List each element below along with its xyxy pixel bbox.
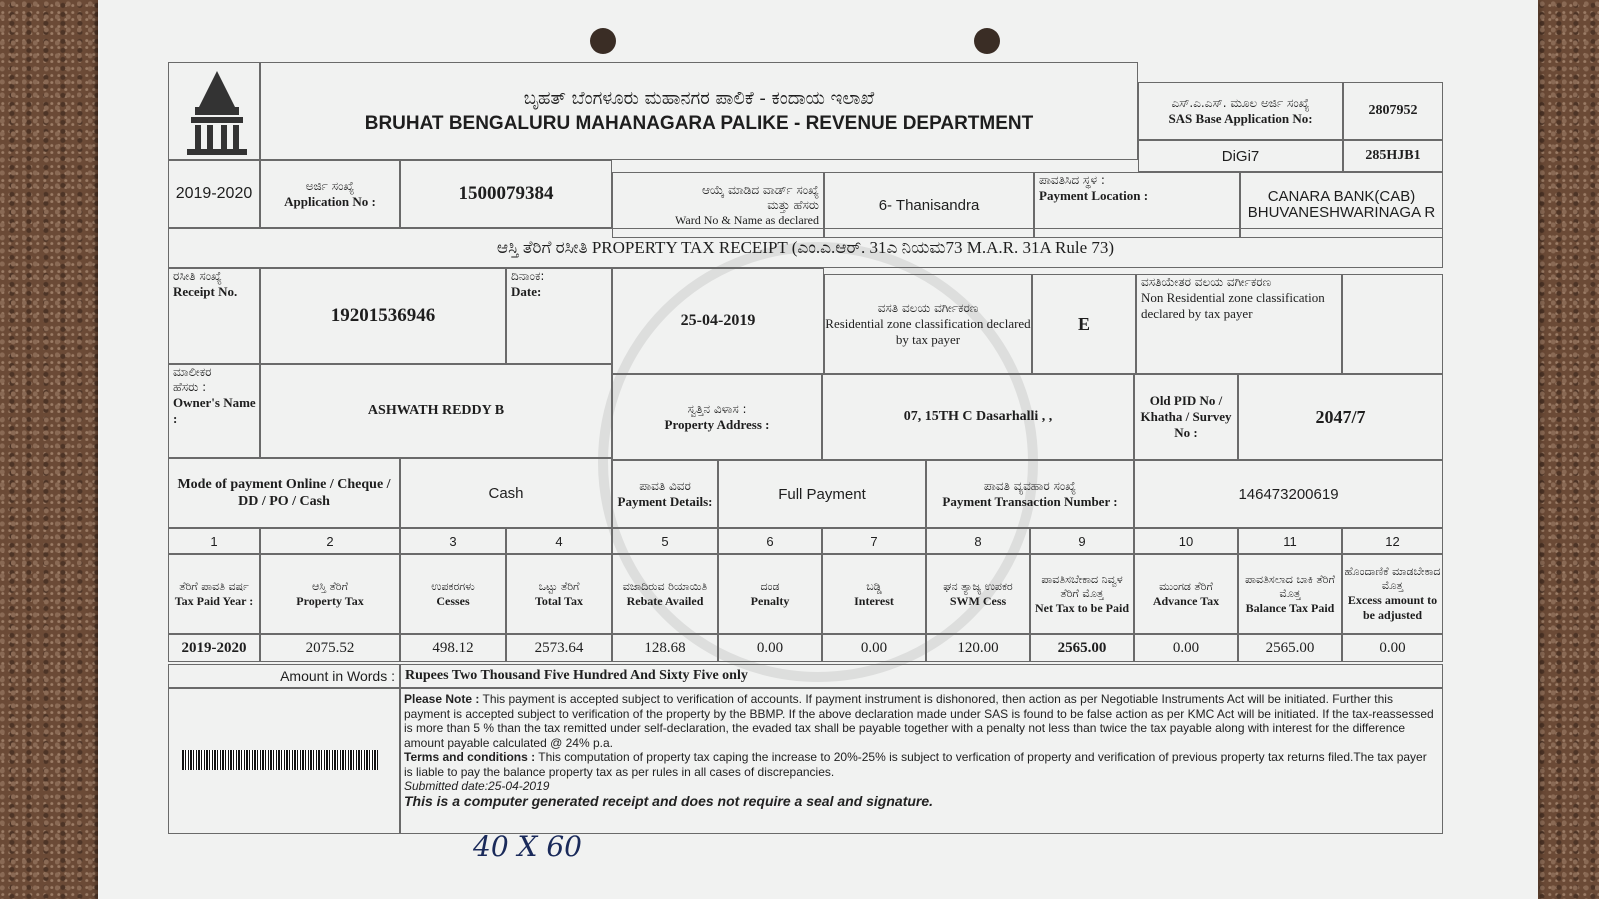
table-header-en: Cesses <box>436 593 470 608</box>
nonresidential-zone-value <box>1342 274 1443 374</box>
year-value: 2019-2020 <box>168 160 260 228</box>
loc-label-kn: ಪಾವತಿಸಿದ ಸ್ಥಳ : <box>1039 173 1105 187</box>
old-pid-label: Old PID No / Khatha / Survey No : <box>1134 374 1238 460</box>
bbmp-temple-logo-icon <box>177 67 257 159</box>
terms-label: Terms and conditions : <box>404 750 536 764</box>
table-header <box>168 554 260 634</box>
table-header-kn: ಪಾವತಿಸಲಾದ ಬಾಕಿ ತೆರಿಗೆ ಮೊತ್ತ <box>1245 572 1335 600</box>
sas-value: 2807952 <box>1343 82 1443 140</box>
table-cell: 2573.64 <box>506 634 612 662</box>
table-cell: 498.12 <box>400 634 506 662</box>
payment-details-label <box>612 460 718 528</box>
table-header-kn: ವಜಾದಿರುವ ರಿಯಾಯಿತಿ <box>622 579 708 593</box>
receipt-no-label <box>168 268 260 364</box>
table-header-en: Penalty <box>750 593 790 608</box>
loc-label-en: Payment Location : <box>1039 188 1149 203</box>
table-header <box>718 554 822 634</box>
receipt-number: 19201536946 <box>260 268 506 364</box>
mode-of-payment-label: Mode of payment Online / Cheque / DD / PO / Cash <box>168 458 400 528</box>
table-header <box>400 554 506 634</box>
notes-text <box>404 692 1434 809</box>
header-title <box>260 62 1138 160</box>
table-col-number: 4 <box>506 528 612 554</box>
table-cell: 0.00 <box>1134 634 1238 662</box>
punch-hole <box>590 28 616 54</box>
submitted-date: Submitted date:25-04-2019 <box>404 779 550 793</box>
table-header-kn: ತೆರಿಗೆ ಪಾವತಿ ವರ್ಷ <box>179 579 249 593</box>
mode-of-payment-value: Cash <box>400 458 612 528</box>
barcode <box>182 750 378 770</box>
app-label-en: Application No : <box>284 193 376 209</box>
receipt-date: 25-04-2019 <box>612 268 824 374</box>
transaction-number-label <box>926 460 1134 528</box>
table-cell: 128.68 <box>612 634 718 662</box>
ward-value: 6- Thanisandra <box>824 172 1034 238</box>
residential-zone-value: E <box>1032 274 1136 374</box>
addr-label-kn: ಸ್ವತ್ತಿನ ವಿಳಾಸ : <box>687 401 747 416</box>
please-note-text: This payment is accepted subject to verification of accounts. If payment instrument is dishonored, then action as per Negotiable Instruments Act will be initiated. Further this payment is accepted subject to verification of the property by the BBMP. If the above declaration made under SAS is found to be false action as per KMC Act will be initiated. If the tax-reassessed is more than 5 % than the tax remitted under self-declaration, the evaded tax shall be payable together with a penalty not less than twice the tax payable along with interest for the difference amount payable calculated @ 24% p.a. <box>404 692 1434 750</box>
table-header-kn: ದಂಡ <box>760 579 780 593</box>
table-header-kn: ಒಟ್ಟು ತೆರಿಗೆ <box>538 579 580 593</box>
table-cell: 2565.00 <box>1030 634 1134 662</box>
table-header-kn: ಮುಂಗಡ ತೆರಿಗೆ <box>1159 579 1213 593</box>
bbmp-logo-cell <box>168 62 260 160</box>
table-header-kn: ಆಸ್ತಿ ತೆರಿಗೆ <box>311 579 348 593</box>
table-col-number: 5 <box>612 528 718 554</box>
amount-words-label: Amount in Words : <box>168 664 400 688</box>
table-header-en: Tax Paid Year : <box>174 593 254 608</box>
table-header-en: Property Tax <box>296 593 364 608</box>
table-header-en: Rebate Availed <box>626 593 704 608</box>
title-english: BRUHAT BENGALURU MAHANAGARA PALIKE - REVENUE DEPARTMENT <box>364 112 1034 134</box>
details-label-en: Payment Details: <box>617 493 713 509</box>
table-header <box>822 554 926 634</box>
table-header-en: Excess amount to be adjusted <box>1347 593 1438 622</box>
app-label <box>260 160 400 228</box>
punch-hole <box>974 28 1000 54</box>
table-header <box>926 554 1030 634</box>
table-col-number: 6 <box>718 528 822 554</box>
owner-name: ASHWATH REDDY B <box>260 364 612 458</box>
owner-label-en: Owner's Name : <box>173 395 256 426</box>
table-header-en: Total Tax <box>535 593 583 608</box>
property-address-label <box>612 374 822 460</box>
table-header <box>506 554 612 634</box>
owner-label-kn2: ಹೆಸರು : <box>173 380 207 394</box>
txn-label-kn: ಪಾವತಿ ವ್ಯವಹಾರ ಸಂಖ್ಯೆ <box>983 478 1077 493</box>
computer-generated-note: This is a computer generated receipt and does not require a seal and signature. <box>404 792 934 809</box>
nonres-label-kn: ವಸತಿಯೇತರ ವಲಯ ವರ್ಗೀಕರಣ <box>1141 275 1272 289</box>
table-col-number: 12 <box>1342 528 1443 554</box>
table-col-number: 11 <box>1238 528 1342 554</box>
receipt-label-kn: ರಸೀತಿ ಸಂಖ್ಯೆ <box>173 269 222 283</box>
table-cell: 2565.00 <box>1238 634 1342 662</box>
owner-label <box>168 364 260 458</box>
table-cell: 2075.52 <box>260 634 400 662</box>
ref-code: 285HJB1 <box>1343 140 1443 172</box>
table-header-en: SWM Cess <box>949 593 1007 608</box>
table-header-kn: ಬಡ್ಡಿ <box>866 579 882 593</box>
sas-label-cell <box>1138 82 1343 140</box>
addr-label-en: Property Address : <box>664 416 770 432</box>
res-label-kn: ವಸತಿ ವಲಯ ವರ್ಗೀಕರಣ <box>877 300 979 315</box>
table-header-kn: ಹೊಂದಾಣಿಕೆ ಮಾಡಬೇಕಾದ ಮೊತ್ತ <box>1344 565 1441 592</box>
details-label-kn: ಪಾವತಿ ವಿವರ <box>639 478 691 493</box>
title-kannada: ಬೃಹತ್ ಬೆಂಗಳೂರು ಮಹಾನಗರ ಪಾಲಿಕೆ - ಕಂದಾಯ ಇಲಾಖೆ <box>523 87 875 109</box>
sas-label-kn: ಎಸ್.ಎ.ಎಸ್. ಮೂಲ ಅರ್ಜಿ ಸಂಖ್ಯೆ <box>1171 95 1310 110</box>
property-address: 07, 15TH C Dasarhalli , , <box>822 374 1134 460</box>
receipt-label-en: Receipt No. <box>173 284 238 299</box>
table-cell: 0.00 <box>718 634 822 662</box>
table-header-kn: ಪಾವತಿಸಬೇಕಾದ ನಿವ್ವಳ ತೆರಿಗೆ ಮೊತ್ತ <box>1041 572 1123 600</box>
table-cell: 0.00 <box>1342 634 1443 662</box>
table-header <box>1134 554 1238 634</box>
table-cell: 2019-2020 <box>168 634 260 662</box>
date-label-kn: ದಿನಾಂಕ: <box>511 269 545 283</box>
old-pid-value: 2047/7 <box>1238 374 1443 460</box>
owner-label-kn1: ಮಾಲೀಕರ <box>173 365 212 379</box>
table-header <box>1342 554 1443 634</box>
table-header-kn: ಉಪಕರಗಳು <box>431 579 475 593</box>
txn-label-en: Payment Transaction Number : <box>942 493 1118 509</box>
please-note-label: Please Note : <box>404 692 480 706</box>
nonresidential-zone-label <box>1136 274 1342 374</box>
table-header <box>1030 554 1134 634</box>
table-col-number: 1 <box>168 528 260 554</box>
table-header-kn: ಘನ ತ್ಯಾಜ್ಯ ಉಪಕರ <box>943 579 1013 593</box>
table-header-en: Advance Tax <box>1152 593 1220 608</box>
res-label-en: Residential zone classification declared by tax payer <box>825 315 1031 347</box>
date-label-en: Date: <box>511 284 542 299</box>
table-header <box>260 554 400 634</box>
amount-words-value: Rupees Two Thousand Five Hundred And Sixty Five only <box>400 664 1443 688</box>
residential-zone-label <box>824 274 1032 374</box>
receipt-form <box>168 62 1443 863</box>
sas-label-en: SAS Base Application No: <box>1168 110 1313 126</box>
table-col-number: 7 <box>822 528 926 554</box>
table-header-en: Interest <box>854 593 894 608</box>
application-number: 1500079384 <box>400 160 612 228</box>
digi-code: DiGi7 <box>1138 140 1343 172</box>
handwritten-note: 40 X 60 <box>473 830 582 863</box>
table-header <box>1238 554 1342 634</box>
table-header-en: Balance Tax Paid <box>1245 600 1335 615</box>
table-col-number: 2 <box>260 528 400 554</box>
date-label <box>506 268 612 364</box>
ward-label-kn1: ಆಯ್ಕೆ ಮಾಡಿದ ವಾರ್ಡ್ ಸಂಖ್ಯೆ <box>701 182 819 197</box>
ward-label-en: Ward No & Name as declared <box>675 212 819 227</box>
receipt-title: ಆಸ್ತಿ ತೆರಿಗೆ ರಸೀತಿ PROPERTY TAX RECEIPT (ಎಂ.ಎ.ಆರ್. 31ಎ ನಿಯಮ73 M.A.R. 31A Rule 73) <box>168 228 1443 268</box>
ward-label-kn2: ಮತ್ತು ಹೆಸರು <box>767 197 819 212</box>
table-header <box>612 554 718 634</box>
payment-location-value: CANARA BANK(CAB) BHUVANESHWARINAGA R <box>1240 172 1443 238</box>
table-col-number: 9 <box>1030 528 1134 554</box>
table-col-number: 8 <box>926 528 1030 554</box>
nonres-label-en: Non Residential zone classification declared by tax payer <box>1141 290 1325 321</box>
app-label-kn: ಅರ್ಜಿ ಸಂಖ್ಯೆ <box>305 178 355 193</box>
terms-text: This computation of property tax caping the increase to 20%-25% is subject to verfication of property and verification of previous property tax returns filed.The tax payer is liable to pay the balance property tax as per rules in all cases of discrepancies. <box>404 750 1427 779</box>
table-cell: 120.00 <box>926 634 1030 662</box>
payment-details-value: Full Payment <box>718 460 926 528</box>
transaction-number-value: 146473200619 <box>1134 460 1443 528</box>
table-cell: 0.00 <box>822 634 926 662</box>
table-header-en: Net Tax to be Paid <box>1034 600 1129 615</box>
table-col-number: 3 <box>400 528 506 554</box>
table-col-number: 10 <box>1134 528 1238 554</box>
